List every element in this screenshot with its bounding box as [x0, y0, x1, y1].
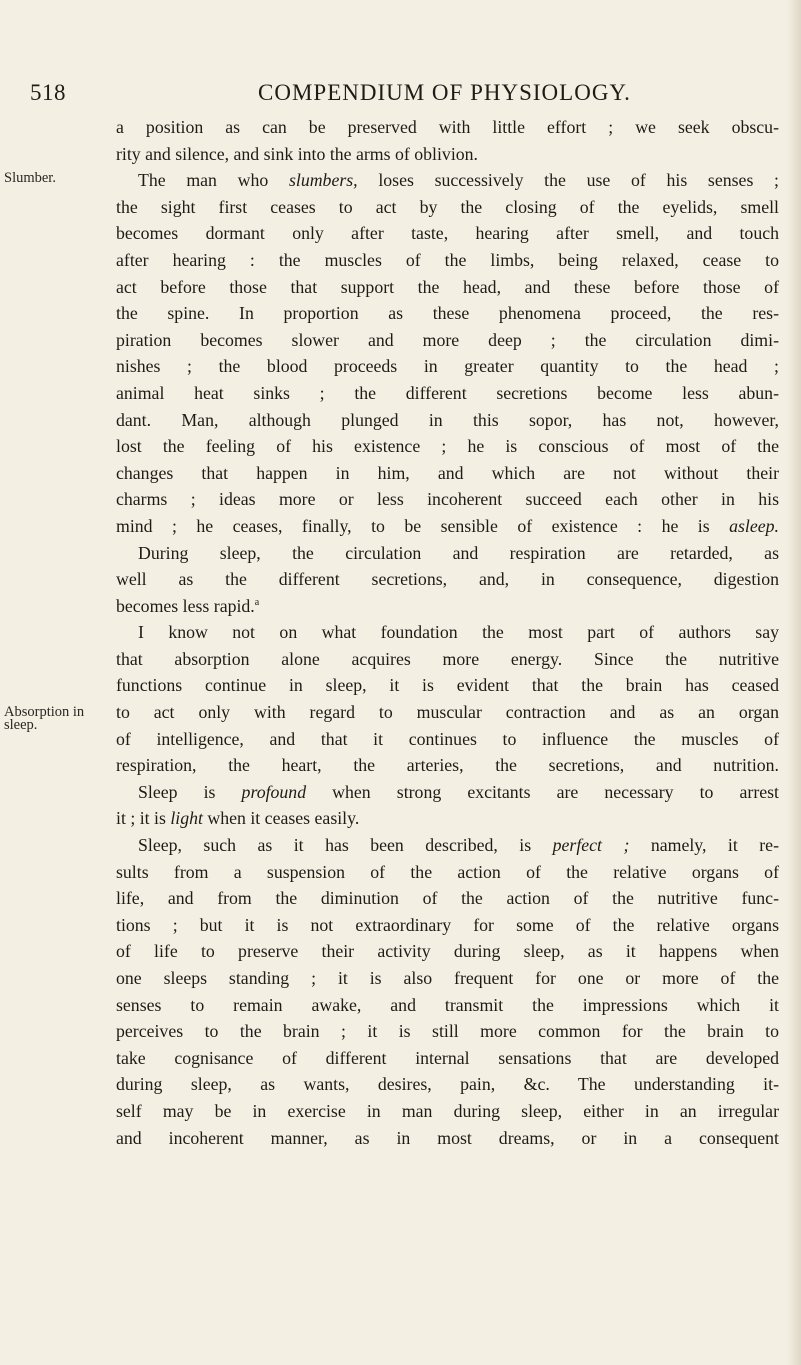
footnote-mark: a — [254, 596, 260, 608]
text-line: that absorption alone acquires more energy. Since the nutritive — [116, 648, 779, 669]
text-line — [116, 593, 779, 620]
text-line — [116, 805, 779, 832]
text-line: During sleep, the circulation and respiration are retarded, as — [138, 542, 779, 563]
italic-term: slumbers, — [288, 170, 358, 191]
text-run: it ; it is — [116, 808, 171, 829]
text-line: one sleeps standing ; it is also frequent for one or more of the — [116, 968, 779, 988]
text-line: dant. Man, although plunged in this sopor, has not, however, — [116, 409, 779, 430]
text-line: piration becomes slower and more deep ; the circulation dimi- — [116, 329, 779, 350]
text-line: I know not on what foundation the most part of authors say — [138, 622, 779, 643]
text-line: animal heat sinks ; the different secretions become less abun- — [116, 382, 779, 403]
text-line: tions ; but it is not extraordinary for some of the relative organs — [116, 914, 779, 935]
margin-note-absorption — [4, 706, 94, 732]
text-line: to act only with regard to muscular contraction and as an organ — [116, 702, 779, 723]
text-run: loses successively the use of his senses ; — [357, 170, 779, 191]
text-line: well as the different secretions, and, in consequence, digestion — [116, 569, 779, 590]
text-line: sults from a suspension of the action of the relative organs of — [116, 861, 779, 882]
margin-note-absorption-line-1: Absorption in — [4, 704, 85, 720]
text-line — [116, 779, 779, 806]
text-run: Sleep is — [138, 781, 242, 802]
italic-term: asleep. — [729, 515, 779, 536]
text-run: namely, it re- — [629, 835, 779, 856]
text-line: rity and silence, and sink into the arms of oblivion. — [116, 143, 478, 164]
text-run: when it ceases easily. — [202, 808, 360, 829]
text-line: take cognisance of different internal sensations that are developed — [116, 1047, 779, 1068]
text-line: perceives to the brain ; it is still more common for the brain to — [116, 1021, 779, 1042]
text-line: changes that happen in him, and which are not without their — [116, 462, 779, 483]
text-line: life, and from the diminution of the action of the nutritive func- — [116, 888, 779, 909]
italic-term: profound — [241, 781, 307, 802]
text-line — [116, 167, 779, 194]
text-line: of life to preserve their activity during sleep, as it happens when — [116, 941, 779, 962]
text-line: the sight first ceases to act by the closing of the eyelids, smell — [116, 196, 779, 217]
page-edge-shadow — [787, 0, 801, 1365]
text-line: functions continue in sleep, it is evident that the brain has ceased — [116, 675, 779, 696]
italic-term: light — [170, 808, 203, 829]
text-line: a position as can be preserved with little effort ; we seek obscu- — [116, 117, 779, 137]
text-line: the spine. In proportion as these phenomena proceed, the res- — [116, 303, 779, 324]
text-line: during sleep, as wants, desires, pain, &c. The understanding it- — [116, 1074, 779, 1095]
text-line: lost the feeling of his existence ; he is conscious of most of the — [116, 436, 779, 457]
text-line: act before those that support the head, and these before those of — [116, 276, 779, 297]
text-run: becomes less rapid. — [116, 595, 255, 616]
body-text — [116, 114, 779, 1151]
text-run: The man who — [138, 170, 289, 191]
text-line: senses to remain awake, and transmit the impressions which it — [116, 994, 779, 1015]
margin-note-absorption-line-2: sleep. — [4, 717, 38, 733]
text-run: Sleep, such as it has been described, is — [138, 835, 553, 856]
text-line: of intelligence, and that it continues to influence the muscles of — [116, 728, 779, 749]
text-line: nishes ; the blood proceeds in greater quantity to the head ; — [116, 356, 779, 377]
text-run: mind ; he ceases, finally, to be sensible of existence : he is — [116, 515, 730, 536]
text-line: charms ; ideas more or less incoherent succeed each other in his — [116, 489, 779, 510]
text-line: becomes dormant only after taste, hearing after smell, and touch — [116, 223, 779, 244]
text-line: respiration, the heart, the arteries, the secretions, and nutrition. — [116, 755, 779, 776]
text-run: when strong excitants are necessary to arrest — [306, 781, 779, 802]
text-line: self may be in exercise in man during sleep, either in an irregular — [116, 1100, 779, 1121]
running-head: COMPENDIUM OF PHYSIOLOGY. — [258, 80, 631, 105]
text-line — [116, 513, 779, 540]
text-line: and incoherent manner, as in most dreams, or in a consequent — [116, 1127, 779, 1148]
italic-term: perfect ; — [552, 835, 630, 856]
margin-note-slumber: Slumber. — [4, 170, 56, 186]
text-line — [116, 832, 779, 859]
page-number: 518 — [30, 80, 66, 105]
text-line: after hearing : the muscles of the limbs, being relaxed, cease to — [116, 249, 779, 270]
